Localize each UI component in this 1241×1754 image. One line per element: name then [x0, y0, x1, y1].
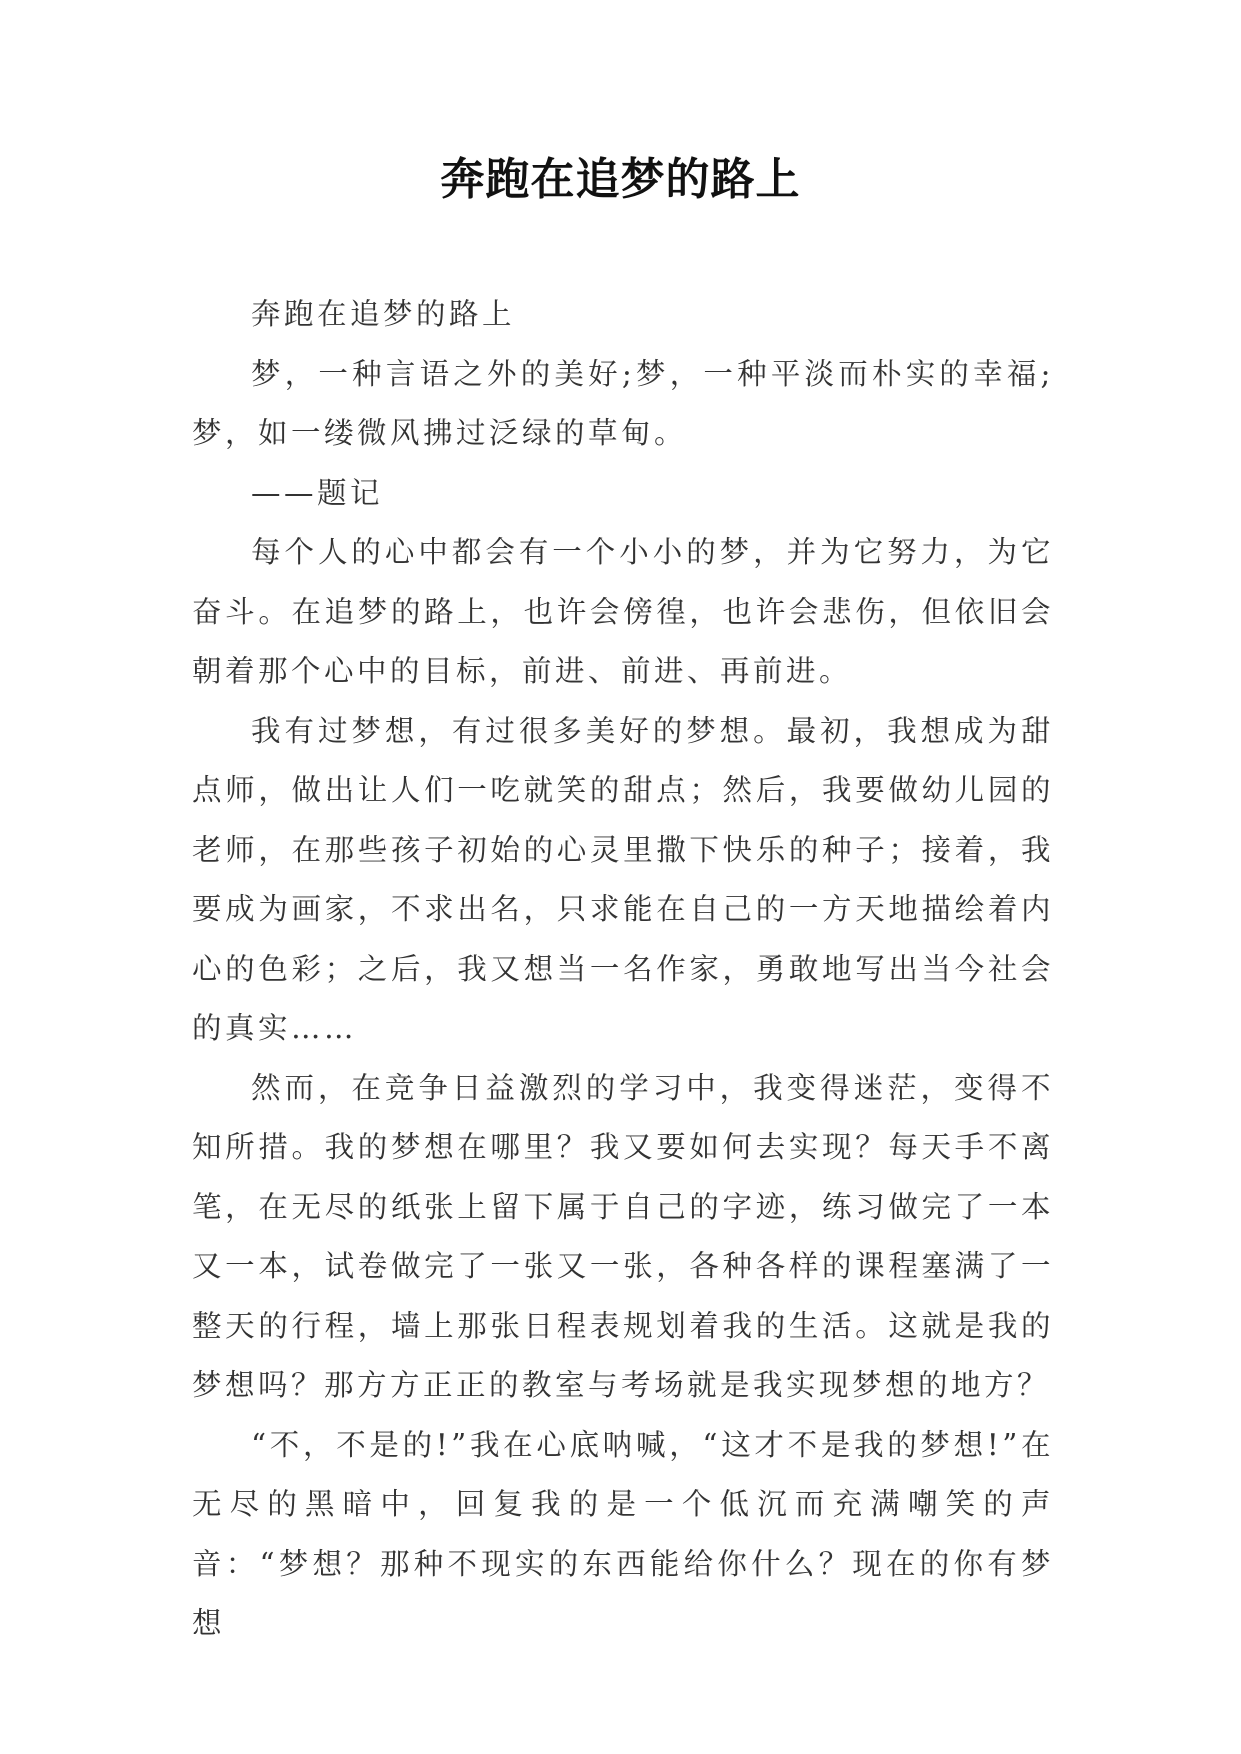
- document-body: [192, 285, 1054, 1654]
- document-title: 奔跑在追梦的路上: [440, 154, 801, 205]
- paragraph: “不，不是的!”我在心底呐喊，“这才不是我的梦想!”在无尽的黑暗中，回复我的是一个低沉而充满嘲笑的声音：“梦想？那种不现实的东西能给你什么？现在的你有梦想: [192, 1427, 1054, 1640]
- paragraph: 然而，在竞争日益激烈的学习中，我变得迷茫，变得不知所措。我的梦想在哪里？我又要如何去实现？每天手不离笔，在无尽的纸张上留下属于自己的字迹，练习做完了一本又一本，试卷做完了一张又一张，各种各样的课程塞满了一整天的行程，墙上那张日程表规划着我的生活。这就是我的梦想吗？那方方正正的教室与考场就是我实现梦想的地方？: [192, 1070, 1054, 1402]
- paragraph: 每个人的心中都会有一个小小的梦，并为它努力，为它奋斗。在追梦的路上，也许会傍徨，也许会悲伤，但依旧会朝着那个心中的目标，前进、前进、再前进。: [192, 535, 1054, 688]
- paragraph-epigraph: 梦，一种言语之外的美好;梦，一种平淡而朴实的幸福;梦，如一缕微风拂过泛绿的草甸。: [192, 356, 1054, 450]
- paragraph-heading: 奔跑在追梦的路上: [251, 297, 516, 331]
- paragraph: 我有过梦想，有过很多美好的梦想。最初，我想成为甜点师，做出让人们一吃就笑的甜点；然后，我要做幼儿园的老师，在那些孩子初始的心灵里撒下快乐的种子；接着，我要成为画家，不求出名，只求能在自己的一方天地描绘着内心的色彩；之后，我又想当一名作家，勇敢地写出当今社会的真实……: [192, 713, 1054, 1045]
- paragraph-epigraph-source: ——题记: [251, 475, 384, 510]
